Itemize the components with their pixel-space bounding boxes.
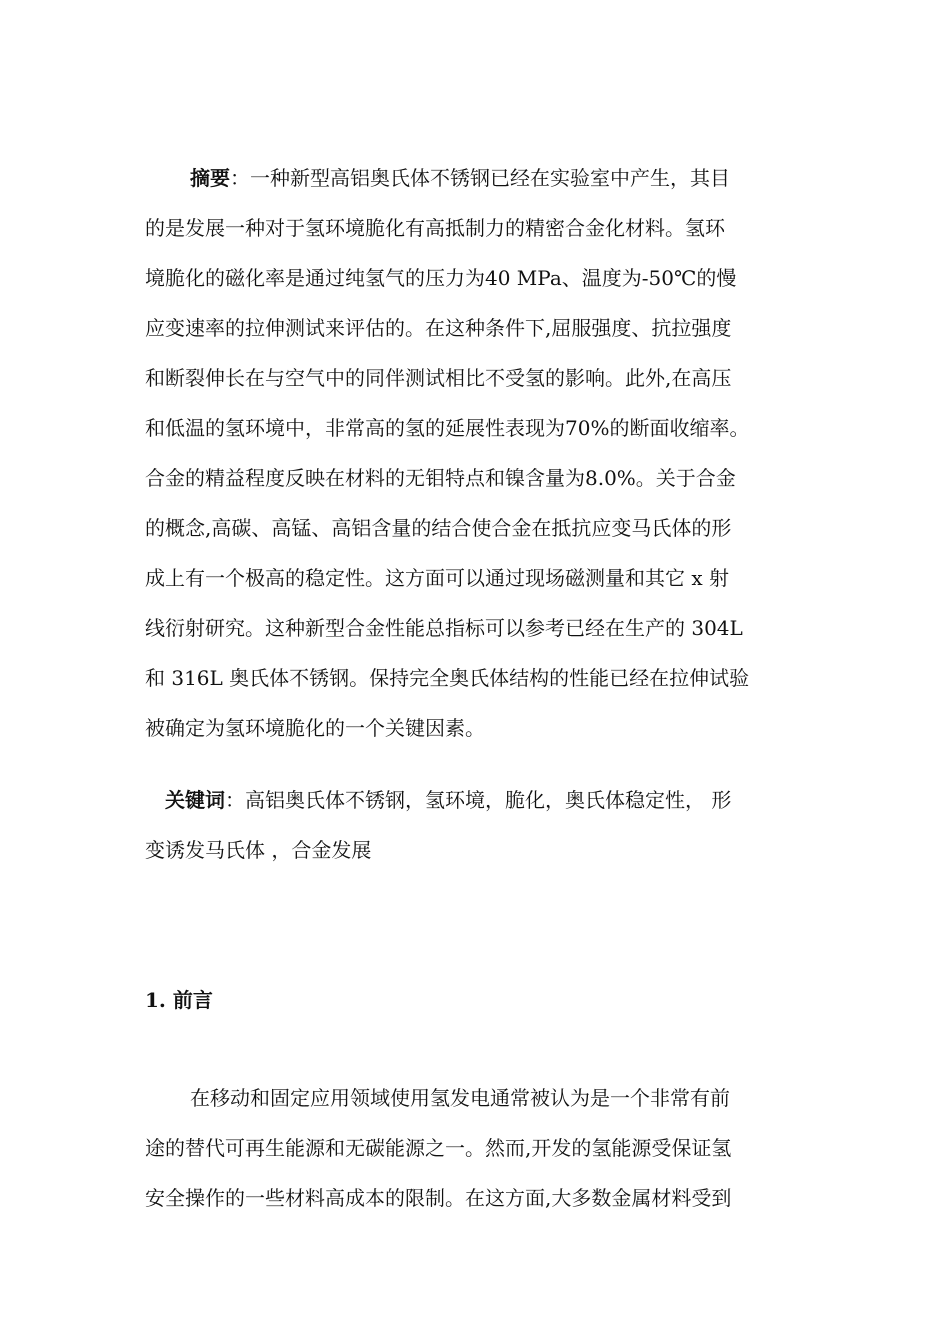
abstract-line: ：一种新型高铝奥氏体不锈钢已经在实验室中产生，其目 [230, 166, 730, 190]
abstract-line: 和断裂伸长在与空气中的同伴测试相比不受氢的影响。此外,在高压 [145, 366, 732, 390]
abstract-line: 的是发展一种对于氢环境脆化有高抵制力的精密合金化材料。氢环 [145, 216, 725, 240]
abstract-line: 和 316L 奥氏体不锈钢。保持完全奥氏体结构的性能已经在拉伸试验 [145, 666, 750, 690]
keywords-text: ：高铝奥氏体不锈钢，氢环境，脆化，奥氏体稳定性， 形 [225, 788, 732, 812]
abstract-line: 合金的精益程度反映在材料的无钼特点和镍含量为8.0%。关于合金 [145, 466, 736, 490]
keywords-text: 变诱发马氏体 ，合金发展 [145, 838, 372, 862]
abstract-line: 境脆化的磁化率是通过纯氢气的压力为40 MPa、温度为-50℃的慢 [145, 266, 737, 290]
abstract-line: 的概念,高碳、高锰、高铝含量的结合使合金在抵抗应变马氏体的形 [145, 516, 732, 540]
section-heading: 1. 前言 [145, 988, 213, 1012]
abstract-label: 摘要 [190, 166, 230, 190]
abstract-first-line [190, 166, 730, 190]
body-paragraph-line: 安全操作的一些材料高成本的限制。在这方面,大多数金属材料受到 [145, 1186, 732, 1210]
body-paragraph-line: 途的替代可再生能源和无碳能源之一。然而,开发的氢能源受保证氢 [145, 1136, 732, 1160]
abstract-line: 被确定为氢环境脆化的一个关键因素。 [145, 716, 485, 740]
abstract-line: 应变速率的拉伸测试来评估的。在这种条件下,屈服强度、抗拉强度 [145, 316, 732, 340]
keywords-label: 关键词 [165, 788, 225, 812]
abstract-line: 线衍射研究。这种新型合金性能总指标可以参考已经在生产的 304L [145, 616, 743, 640]
abstract-line: 和低温的氢环境中，非常高的氢的延展性表现为70%的断面收缩率。 [145, 416, 750, 440]
abstract-line: 成上有一个极高的稳定性。这方面可以通过现场磁测量和其它 x 射 [145, 566, 729, 590]
body-paragraph-line: 在移动和固定应用领域使用氢发电通常被认为是一个非常有前 [190, 1086, 730, 1110]
keywords-first-line [165, 788, 731, 812]
